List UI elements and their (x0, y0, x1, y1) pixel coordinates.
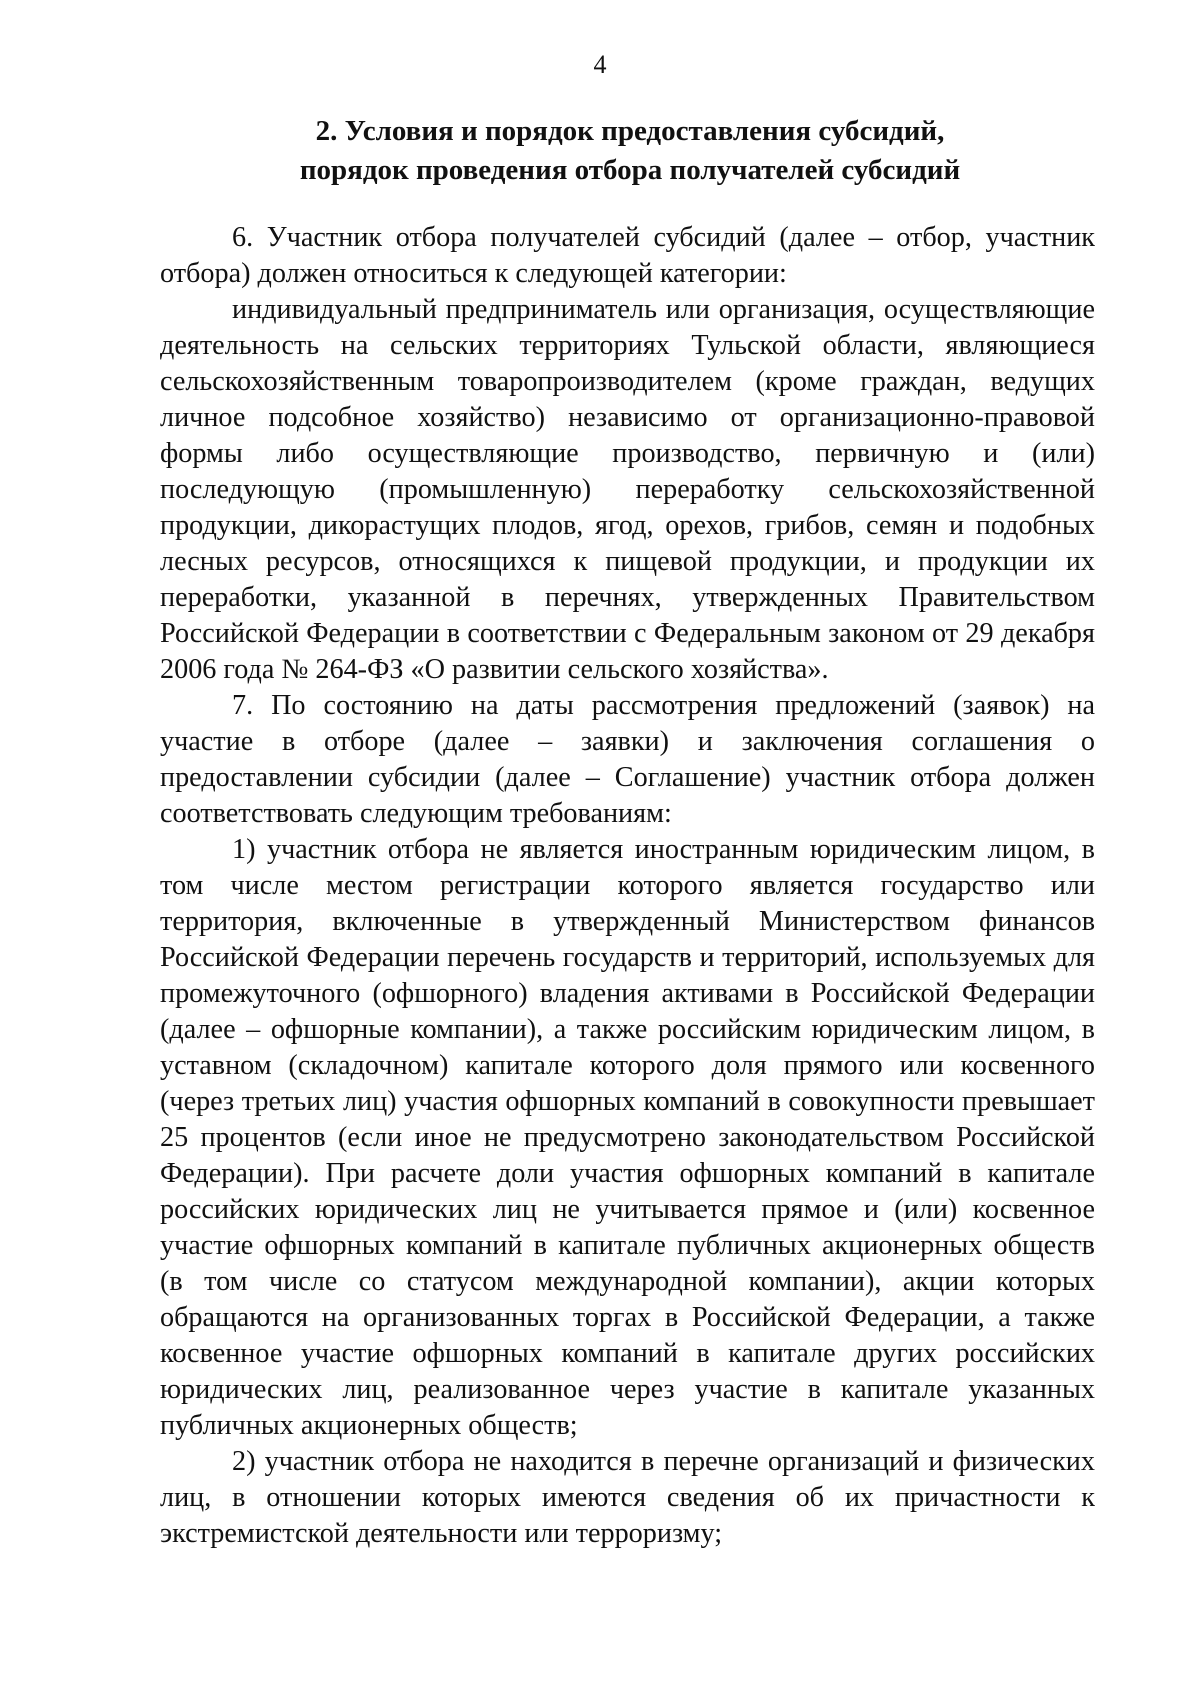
paragraph-category-description: индивидуальный предприниматель или организация, осуществляющие деятельность на сельских территориях Тульской области, являющиеся сельскохозяйственным товаропроизводителем (кроме граждан, ведущих личное подсобное хозяйство) независимо от организационно-правовой формы либо осуществляющие производство, первичную и (или) последующую (промышленную) переработку сельскохозяйственной продукции, дикорастущих плодов, ягод, орехов, грибов, семян и подобных лесных ресурсов, относящихся к пищевой продукции, и продукции их переработки, указанной в перечнях, утвержденных Правительством Российской Федерации в соответствии с Федеральным законом от 29 декабря 2006 года № 264-ФЗ «О развитии сельского хозяйства». (160, 294, 1095, 685)
section-heading-line-2: порядок проведения отбора получателей субсидий (299, 154, 961, 186)
paragraph-item-7: 7. По состоянию на даты рассмотрения предложений (заявок) на участие в отборе (далее – заявки) и заключения соглашения о предоставлении субсидии (далее – Соглашение) участник отбора должен соответствовать следующим требованиям: (160, 690, 1095, 829)
paragraph-requirement-2: 2) участник отбора не находится в перечне организаций и физических лиц, в отношении которых имеются сведения об их причастности к экстремистской деятельности или терроризму; (160, 1446, 1095, 1549)
section-heading-line-1: 2. Условия и порядок предоставления субсидий, (315, 115, 945, 147)
page-number: 4 (593, 50, 607, 79)
document-body (160, 220, 1095, 1552)
paragraph-item-6: 6. Участник отбора получателей субсидий (далее – отбор, участник отбора) должен относиться к следующей категории: (160, 222, 1095, 289)
paragraph-requirement-1: 1) участник отбора не является иностранным юридическим лицом, в том числе местом регистрации которого является государство или территория, включенные в утвержденный Министерством финансов Российской Федерации перечень государств и территорий, используемых для промежуточного (офшорного) владения активами в Российской Федерации (далее – офшорные компании), а также российским юридическим лицом, в уставном (складочном) капитале которого доля прямого или косвенного (через третьих лиц) участия офшорных компаний в совокупности превышает 25 процентов (если иное не предусмотрено законодательством Российской Федерации). При расчете доли участия офшорных компаний в капитале российских юридических лиц не учитывается прямое и (или) косвенное участие офшорных компаний в капитале публичных акционерных обществ (в том числе со статусом международной компании), акции которых обращаются на организованных торгах в Российской Федерации, а также косвенное участие офшорных компаний в капитале других российских юридических лиц, реализованное через участие в капитале указанных публичных акционерных обществ; (160, 834, 1095, 1441)
section-heading (160, 112, 1100, 190)
